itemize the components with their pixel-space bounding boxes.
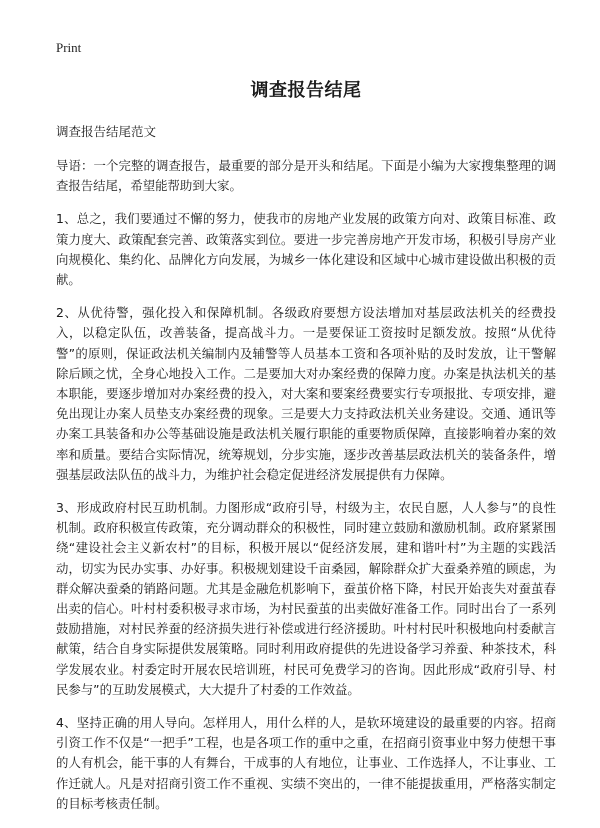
- paragraph-intro: 导语：一个完整的调查报告，最重要的部分是开头和结尾。下面是小编为大家搜集整理的调查报告结尾，希望能帮助到大家。: [56, 158, 556, 194]
- paragraph-3: 3、形成政府村民互助机制。力图形成“政府引导，村级为主，农民自愿，人人参与”的良性机制。政府积极宣传政策，充分调动群众的积极性，同时建立鼓励和激励机制。政府紧紧围绕“建设社会主义新农村”的目标，积极开展以“促经济发展，建和谐叶村”为主题的实践活动，切实为民办实事、办好事。积极规划建设千亩桑园，解除群众扩大蚕桑养殖的顾虑，为群众解决蚕桑的销路问题。尤其是金融危机影响下，蚕茧价格下降，村民开始丧失对蚕茧春出卖的信心。叶村村委积极寻求市场，为村民蚕茧的出卖做好准备工作。同时出台了一系列鼓励措施，对村民养蚕的经济损失进行补偿或进行经济援助。叶村村民叶积极地向村委献言献策，结合自身实际提供发展策略。同时利用政府提供的先进设备学习养蚕、种茶技术，科学发展农业。村委定时开展农民培训班，村民可免费学习的咨询。因此形成“政府引导、村民参与”的互助发展模式，大大提升了村委的工作效益。: [56, 500, 556, 697]
- page-title: 调查报告结尾: [250, 80, 362, 101]
- print-label: Print: [56, 40, 82, 55]
- paragraph-4: 4、坚持正确的用人导向。怎样用人，用什么样的人，是软环境建设的最重要的内容。招商引资工作不仅是“一把手”工程，也是各项工作的重中之重，在招商引资事业中努力使想干事的人有机会，能干事的人有舞台，干成事的人有地位，让事业、工作选择人，不让事业、工作迁就人。凡是对招商引资工作不重视、实绩不突出的，一律不能提拔重用，严格落实制定的目标考核责任制。: [56, 715, 556, 811]
- document-subtitle: 调查报告结尾范文: [56, 124, 157, 139]
- paragraph-1: 1、总之，我们要通过不懈的努力，使我市的房地产业发展的政策方向对、政策目标准、政策力度大、政策配套完善、政策落实到位。要进一步完善房地产开发市场，积极引导房产业向规模化、集约化、品牌化方向发展，为城乡一体化建设和区域中心城市建设做出积极的贡献。: [56, 211, 556, 288]
- paragraph-2: 2、从优待警，强化投入和保障机制。各级政府要想方设法增加对基层政法机关的经费投入，以稳定队伍，改善装备，提高战斗力。一是要保证工资按时足额发放。按照“从优待警”的原则，保证政法机关编制内及辅警等人员基本工资和各项补贴的及时发放，让干警解除后顾之忧，全身心地投入工作。二是要加大对办案经费的保障力度。办案是执法机关的基本职能，要逐步增加对办案经费的投入，对大案和要案经费要实行专项报批、专项安排，避免出现让办案人员垫支办案经费的现象。三是要大力支持政法机关业务建设。交通、通讯等办案工具装备和办公等基础设施是政法机关履行职能的重要物质保障，直接影响着办案的效率和质量。要结合实际情况，统筹规划，分步实施，逐步改善基层政法机关的装备条件，增强基层政法队伍的战斗力，为维护社会稳定促进经济发展提供有力保障。: [56, 305, 556, 482]
